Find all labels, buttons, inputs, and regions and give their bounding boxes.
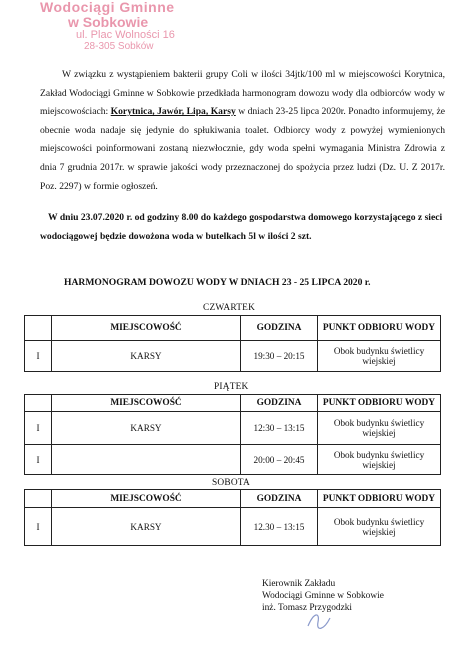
schedule-table-friday [24, 394, 441, 475]
header-index [25, 395, 52, 412]
header-place: MIEJSCOWOŚĆ [52, 395, 241, 412]
schedule-table-thursday [24, 315, 441, 372]
row-index: I [25, 508, 52, 546]
company-stamp [40, 0, 220, 52]
day-label-saturday: SOBOTA [212, 478, 250, 488]
signature-line-3: inż. Tomasz Przygodzki [262, 603, 353, 613]
schedule-table-saturday [24, 489, 441, 546]
table-row [25, 412, 441, 445]
header-time: GODZINA [241, 395, 318, 412]
row-place: KARSY [52, 412, 241, 445]
row-point: Obok budynku świetlicy wiejskiej [318, 445, 441, 475]
header-place: MIEJSCOWOŚĆ [52, 316, 241, 341]
intro-paragraph [40, 66, 445, 196]
row-index: I [25, 445, 52, 475]
row-index: I [25, 412, 52, 445]
table-header-row [25, 395, 441, 412]
row-time: 12.30 – 13:15 [241, 508, 318, 546]
affected-places: Korytnica, Jawór, Lipa, Karsy [110, 106, 236, 118]
header-point: PUNKT ODBIORU WODY [318, 316, 441, 341]
header-place: MIEJSCOWOŚĆ [52, 490, 241, 508]
header-index [25, 490, 52, 508]
stamp-line-2: w Sobkowie [68, 14, 149, 30]
header-point: PUNKT ODBIORU WODY [318, 395, 441, 412]
row-point: Obok budynku świetlicy wiejskiej [318, 412, 441, 445]
intro-text-after: w dniach 23-25 lipca 2020r. Ponadto informujemy, że obecnie woda nadaje się jedynie do spłukiwania toalet. Odbiorcy wody z powyżej wymienionych miejscowości poinformowani zostaną niezwłocznie, gdy woda spełni wymagania Ministra Zdrowia z dnia 7 grudnia 2017r. w sprawie jakości wody przeznaczonej do spożycia przez ludzi (Dz. U. Z 2017r. Poz. 2297) w formie ogłoszeń. [40, 106, 446, 192]
table-row [25, 508, 441, 546]
row-index: I [25, 341, 52, 372]
row-time: 12:30 – 13:15 [241, 412, 318, 445]
table-header-row [25, 316, 441, 341]
signature-stamp-faint [270, 622, 380, 628]
stamp-line-3: ul. Plac Wolności 16 [76, 29, 175, 41]
signature-line-1: Kierownik Zakładu [262, 579, 336, 589]
day-label-friday: PIĄTEK [214, 382, 249, 392]
row-place: KARSY [52, 508, 241, 546]
handwritten-signature-icon [300, 608, 340, 632]
row-time: 20:00 – 20:45 [241, 445, 318, 475]
row-point: Obok budynku świetlicy wiejskiej [318, 341, 441, 372]
row-point: Obok budynku świetlicy wiejskiej [318, 508, 441, 546]
schedule-heading: HARMONOGRAM DOWOZU WODY W DNIACH 23 - 25 LIPCA 2020 r. [64, 277, 371, 288]
row-place: KARSY [52, 341, 241, 372]
intro-text-before: W związku z wystąpieniem bakterii grupy Coli w ilości 34jtk/100 ml w miejscowości Korytnica, Zakład Wodociągi Gminne w Sobkowie przedkłada harmonogram dowozu wody dla odbiorców wody w miejscowościach: [40, 69, 445, 118]
table-header-row [25, 490, 441, 508]
table-row [25, 445, 441, 475]
stamp-line-1: Wodociągi Gminne [40, 0, 175, 15]
signature-line-2: Wodociągi Gminne w Sobkowie [262, 591, 384, 601]
row-time: 19:30 – 20:15 [241, 341, 318, 372]
header-time: GODZINA [241, 490, 318, 508]
header-point: PUNKT ODBIORU WODY [318, 490, 441, 508]
row-place [52, 445, 241, 475]
stamp-line-4: 28-305 Sobków [84, 41, 154, 52]
table-row [25, 341, 441, 372]
day-label-thursday: CZWARTEK [203, 303, 256, 313]
notice-paragraph: W dniu 23.07.2020 r. od godziny 8.00 do każdego gospodarstwa domowego korzystającego z sieci wodociągowej będzie dowożona woda w butelkach 5l w ilości 2 szt. [40, 212, 443, 242]
header-index [25, 316, 52, 341]
header-time: GODZINA [241, 316, 318, 341]
